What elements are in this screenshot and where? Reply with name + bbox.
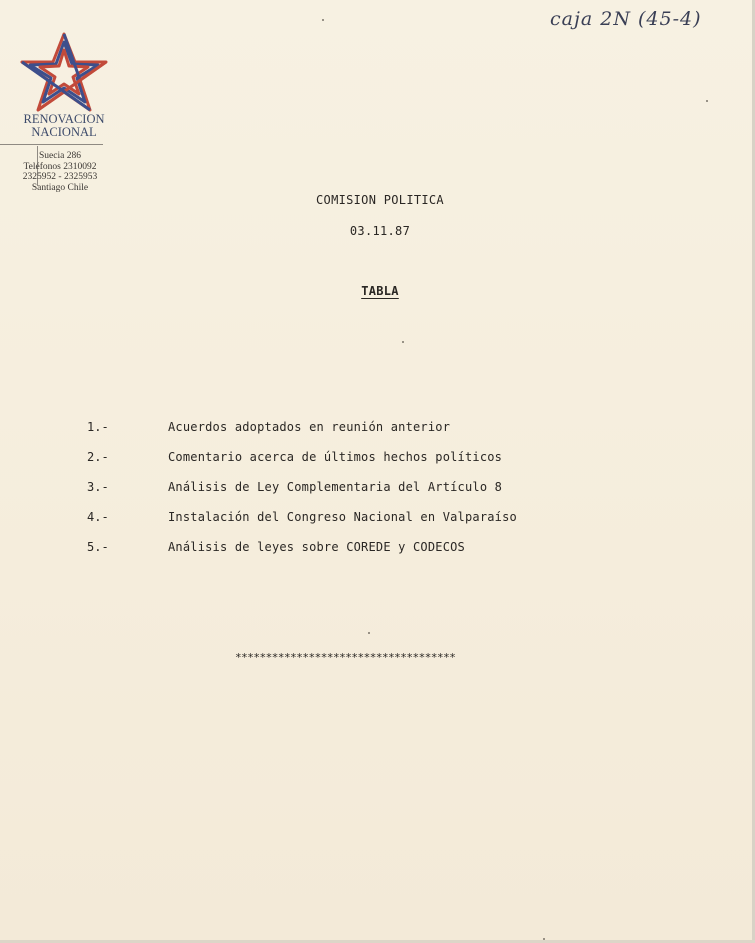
agenda-item-number: 3.- [87,480,109,494]
letterhead-address [8,151,112,193]
document-title: COMISION POLITICA [316,193,444,207]
agenda-item-number: 2.- [87,450,109,464]
address-line: Teléfonos 2310092 [23,161,97,172]
address-line: Suecia 286 [39,151,81,161]
organization-name [18,113,110,139]
asterisk-separator: ************************************ [235,651,456,664]
agenda-item-number: 1.- [87,420,109,434]
paper-speck [543,938,545,940]
handwritten-archive-note: caja 2N (45-4) [550,8,702,30]
agenda-item-text: Análisis de Ley Complementaria del Artículo 8 [168,480,503,494]
agenda-item-text: Comentario acerca de últimos hechos políticos [168,450,503,464]
agenda-item-text: Instalación del Congreso Nacional en Valparaíso [168,510,517,524]
document-date: 03.11.87 [349,224,411,238]
paper-speck [322,19,324,21]
org-name-line1: RENOVACION [23,112,105,126]
paper-speck [368,632,370,634]
renovacion-nacional-star-logo [20,32,108,112]
agenda-item-text: Acuerdos adoptados en reunión anterior [168,420,451,434]
paper-speck [402,341,404,343]
agenda-item-text: Análisis de leyes sobre COREDE y CODECOS [168,540,465,554]
address-line: 2325952 - 2325953 [22,172,98,182]
paper-speck [706,100,708,102]
section-heading: TABLA [361,284,399,298]
agenda-item-number: 5.- [87,540,109,554]
address-line: Santiago Chile [31,182,89,193]
address-rule-horizontal [0,144,103,145]
agenda-item-number: 4.- [87,510,109,524]
org-name-line2: NACIONAL [31,125,97,139]
